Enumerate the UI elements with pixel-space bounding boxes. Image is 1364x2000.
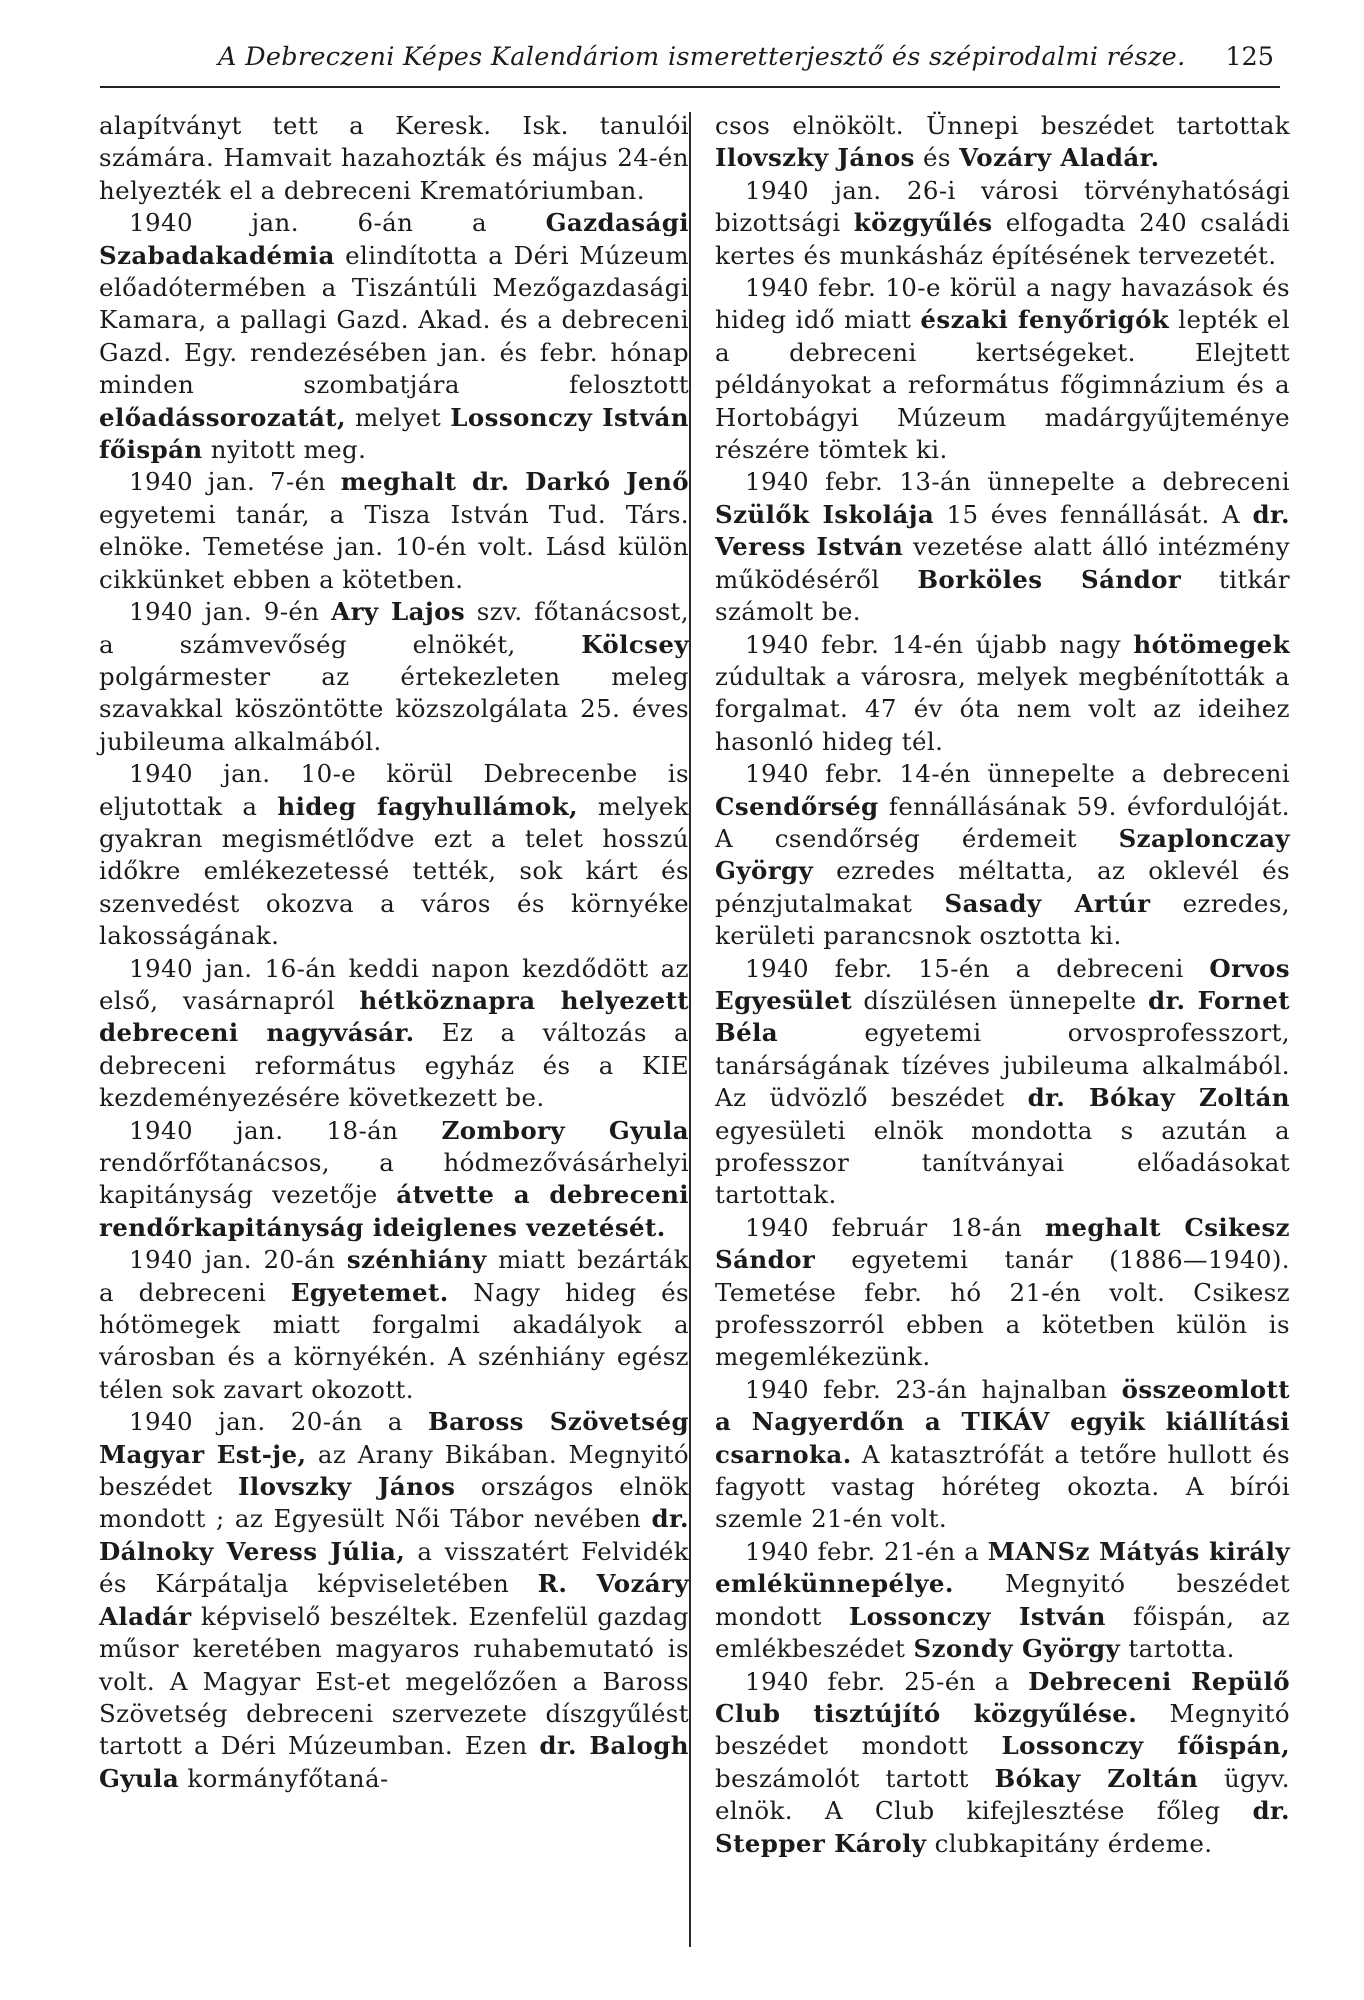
paragraph xyxy=(99,1406,689,1795)
bold-text: Szaplonczay György xyxy=(715,823,1290,886)
text-segment: 1940 febr. 21-én a xyxy=(745,1536,988,1566)
bold-text: hétköznapra helyezett debreceni nagyvásár. xyxy=(99,985,689,1048)
paragraph xyxy=(99,466,689,596)
text-segment: elfogadta 240 családi kertes és munkásház építésének tervezetét. xyxy=(715,208,1290,270)
text-segment: egyetemi tanár (1886—1940). Temetése febr. hó 21-én volt. Csikesz professzorról ebben a kötetben külön is megemlékezünk. xyxy=(715,1245,1290,1372)
text-segment: 1940 jan. 20-án xyxy=(129,1245,347,1275)
text-segment: egyetemi tanár, a Tisza István Tud. Társ. elnöke. Temetése jan. 10-én volt. Lásd külön cikkünket ebben a kötetben. xyxy=(99,499,689,594)
bold-text: meghalt dr. Darkó Jenő xyxy=(340,467,689,497)
paragraph xyxy=(715,110,1290,175)
text-segment: 15 éves fennállását. A xyxy=(934,499,1253,529)
paragraph xyxy=(715,272,1290,466)
text-segment: országos elnök mondott ; az Egyesült Női Tábor nevében xyxy=(99,1472,690,1534)
left-column xyxy=(99,110,689,1795)
paragraph xyxy=(715,175,1290,272)
bold-text: Orvos Egyesület xyxy=(715,953,1290,1015)
bold-text: Egyetemet. xyxy=(290,1277,449,1307)
text-segment: 1940 febr. 13-án ünnepelte a debreceni xyxy=(745,467,1290,497)
paragraph xyxy=(715,466,1290,628)
text-segment: csos elnökölt. Ünnepi beszédet tartottak xyxy=(715,111,1290,140)
bold-text: Ary Lajos xyxy=(331,597,466,627)
bold-text: dr. Veress István xyxy=(715,499,1290,562)
paragraph xyxy=(715,953,1290,1212)
text-segment: clubkapitány érdeme. xyxy=(926,1828,1213,1858)
text-segment: 1940 jan. 10-e körül Debrecenbe is eljutottak a xyxy=(99,759,689,821)
bold-text: hótömegek xyxy=(1133,629,1290,659)
bold-text: Lossonczy főispán, xyxy=(1001,1731,1291,1761)
text-segment: miatt bezárták a debreceni xyxy=(99,1245,689,1307)
text-segment: Megnyitó beszédet mondott xyxy=(715,1698,1290,1761)
text-segment: kormányfőtaná- xyxy=(179,1763,389,1793)
paragraph xyxy=(715,1212,1290,1374)
text-segment: a visszatért Felvidék és Kárpátalja képviseletében xyxy=(99,1536,689,1599)
paragraph xyxy=(99,596,689,758)
bold-text: Debreceni Repülő Club tisztújító közgyűlése. xyxy=(715,1666,1291,1728)
text-segment: 1940 febr. 25-én a xyxy=(745,1666,1029,1696)
bold-text: Szondy György xyxy=(913,1634,1121,1664)
text-segment: 1940 febr. 10-e körül a nagy havazások és hideg idő miatt xyxy=(715,273,1290,335)
paragraph xyxy=(99,953,689,1115)
bold-text: Vozáry Aladár. xyxy=(959,143,1160,173)
text-segment: ügyv. elnök. A Club kifejlesztése főleg xyxy=(715,1763,1290,1826)
text-segment: zúdultak a városra, melyek megbénították a forgalmat. 47 év óta nem volt az ideihez hasonló hideg tél. xyxy=(715,661,1290,756)
text-segment: A katasztrófát a tetőre hullott és fagyott vastag hóréteg okozta. A bírói szemle 21-én volt. xyxy=(715,1439,1290,1534)
text-segment: szv. főtanácsost, a számvevőség elnökét, xyxy=(99,597,689,659)
paragraph xyxy=(99,1244,689,1406)
bold-text: Baross Szövetség Magyar Est-je, xyxy=(99,1407,690,1469)
text-segment: vezetése alatt álló intézmény működéséről xyxy=(715,532,1290,594)
text-segment: Nagy hideg és hótömegek miatt forgalmi akadályok a városban és a környékén. A szénhiány egész télen sok zavart okozott. xyxy=(99,1277,689,1404)
bold-text: Ilovszky János xyxy=(715,143,915,173)
text-segment: az Arany Bikában. Megnyitó beszédet xyxy=(99,1439,689,1502)
text-segment: fennállásának 59. évfordulóját. A csendőrség érdemeit xyxy=(715,791,1290,853)
bold-text: összeomlott a Nagyerdőn a TIKÁV egyik kiállítási csarnoka. xyxy=(715,1374,1290,1469)
text-segment: 1940 jan. 7-én xyxy=(129,467,341,497)
text-segment: beszámolót tartott xyxy=(715,1763,995,1793)
bold-text: dr. Stepper Károly xyxy=(715,1796,1290,1858)
text-segment: 1940 jan. 9-én xyxy=(129,597,332,627)
paragraph xyxy=(99,207,689,466)
bold-text: Kölcsey xyxy=(581,629,689,659)
text-segment: és xyxy=(914,143,960,173)
text-segment: 1940 febr. 14-én újabb nagy xyxy=(745,629,1134,659)
bold-text: Zombory Gyula xyxy=(441,1115,689,1145)
text-segment: Ez a változás a debreceni református egyház és a KIE kezdeményezésére következett be. xyxy=(99,1018,689,1113)
bold-text: Lossonczy István főispán xyxy=(99,402,689,465)
text-segment: 1940 jan. 16-án keddi napon kezdődött az első, vasárnapról xyxy=(99,953,689,1015)
text-segment: Megnyitó beszédet mondott xyxy=(715,1569,1290,1631)
text-segment: melyet xyxy=(345,402,451,432)
bold-text: közgyűlés xyxy=(853,208,993,238)
text-segment: rendőrfőtanácsos, a hódmezővásárhelyi kapitányság vezetője xyxy=(99,1148,689,1210)
bold-text: Borköles Sándor xyxy=(917,564,1182,594)
text-segment: egyesületi elnök mondotta s azután a professzor tanítványai előadásokat tartottak. xyxy=(715,1115,1290,1210)
paragraph xyxy=(99,1115,689,1245)
text-segment: 1940 febr. 14-én ünnepelte a debreceni xyxy=(745,759,1290,789)
bold-text: Gazdasági Szabadakadémia xyxy=(99,208,689,270)
column-divider xyxy=(689,112,691,1947)
text-segment: képviselő beszéltek. Ezenfelül gazdag műsor keretében magyaros ruhabemutató is volt. A Magyar Est-et megelőzően a Baross Szövetség debreceni szervezete díszgyűlést tartott a Déri Múzeumban. Ezen xyxy=(99,1601,689,1761)
text-segment: polgármester az értekezleten meleg szavakkal köszöntötte közszolgálata 25. éves jubileuma alkalmából. xyxy=(99,661,689,756)
bold-text: hideg fagyhullámok, xyxy=(277,791,578,821)
paragraph xyxy=(715,1536,1290,1666)
bold-text: előadássorozatát, xyxy=(99,402,346,432)
bold-text: Lossonczy István xyxy=(848,1601,1106,1631)
bold-text: dr. Bókay Zoltán xyxy=(1027,1083,1290,1113)
text-segment: 1940 február 18-án xyxy=(745,1212,1046,1242)
paragraph xyxy=(715,758,1290,952)
bold-text: Sasady Artúr xyxy=(944,888,1151,918)
text-segment: elindította a Déri Múzeum előadótermében a Tiszántúli Mezőgazdasági Kamara, a pallagi Gazd. Akad. és a debreceni Gazd. Egy. rendezésében jan. és febr. hónap minden szombatjára felosztott xyxy=(99,240,689,400)
paragraph xyxy=(715,1666,1290,1860)
bold-text: R. Vozáry Aladár xyxy=(99,1569,689,1631)
bold-text: meghalt Csikesz Sándor xyxy=(715,1212,1290,1275)
text-segment: melyek gyakran megismétlődve ezt a telet hosszú időkre emlékezetessé tették, sok kárt és szenvedést okozva a város és környéke lakosságának. xyxy=(99,791,689,951)
text-segment: díszülésen ünnepelte xyxy=(852,985,1148,1015)
bold-text: dr. Fornet Béla xyxy=(715,985,1290,1048)
page-number: 125 xyxy=(1225,42,1274,72)
text-segment: 1940 jan. 20-án a xyxy=(129,1407,429,1437)
bold-text: szénhiány xyxy=(346,1245,487,1275)
text-segment: ezredes, kerületi parancsnok osztotta ki. xyxy=(715,888,1290,951)
text-segment: 1940 jan. 6-án a xyxy=(129,208,546,238)
paragraph xyxy=(99,110,689,207)
text-segment: lepték el a debreceni kertségeket. Elejtett példányokat a református főgimnázium és a Hortobágyi Múzeum madárgyűjteménye részére tömtek ki. xyxy=(715,305,1290,465)
bold-text: dr. Balogh Gyula xyxy=(99,1731,689,1793)
text-segment: ezredes méltatta, az oklevél és pénzjutalmakat xyxy=(715,856,1290,918)
text-segment: 1940 febr. 15-én a debreceni xyxy=(745,953,1210,983)
bold-text: MANSz Mátyás király emlékünnepélye. xyxy=(715,1536,1290,1599)
bold-text: Bókay Zoltán xyxy=(994,1763,1199,1793)
bold-text: átvette a debreceni rendőrkapitányság ideiglenes vezetését. xyxy=(99,1180,689,1242)
paragraph xyxy=(715,629,1290,759)
bold-text: Szülők Iskolája xyxy=(715,499,935,529)
right-column xyxy=(715,110,1290,1860)
text-segment: 1940 jan. 18-án xyxy=(129,1115,442,1145)
bold-text: dr. Dálnoky Veress Júlia, xyxy=(99,1504,689,1566)
paragraph xyxy=(99,758,689,952)
paragraph xyxy=(715,1374,1290,1536)
bold-text: északi fenyőrigók xyxy=(920,305,1170,335)
text-segment: nyitott meg. xyxy=(202,435,367,465)
text-segment: főispán, az emlékbeszédet xyxy=(715,1601,1290,1664)
bold-text: Ilovszky János xyxy=(238,1472,456,1502)
text-segment: 1940 jan. 26-i városi törvényhatósági bizottsági xyxy=(715,175,1290,238)
header-title: A Debreczeni Képes Kalendáriom ismeretterjesztő és szépirodalmi része. xyxy=(218,42,1186,72)
text-segment: alapítványt tett a Keresk. Isk. tanulói számára. Hamvait hazahozták és május 24-én helyezték el a debreceni Krematóriumban. xyxy=(99,111,689,205)
running-header xyxy=(100,36,1280,88)
text-segment: tartotta. xyxy=(1120,1634,1235,1664)
text-segment: egyetemi orvosprofesszort, tanárságának tízéves jubileuma alkalmából. Az üdvözlő beszédet xyxy=(715,1018,1290,1113)
bold-text: Csendőrség xyxy=(715,791,879,821)
text-segment: titkár számolt be. xyxy=(715,564,1291,627)
text-segment: 1940 febr. 23-án hajnalban xyxy=(745,1374,1122,1404)
